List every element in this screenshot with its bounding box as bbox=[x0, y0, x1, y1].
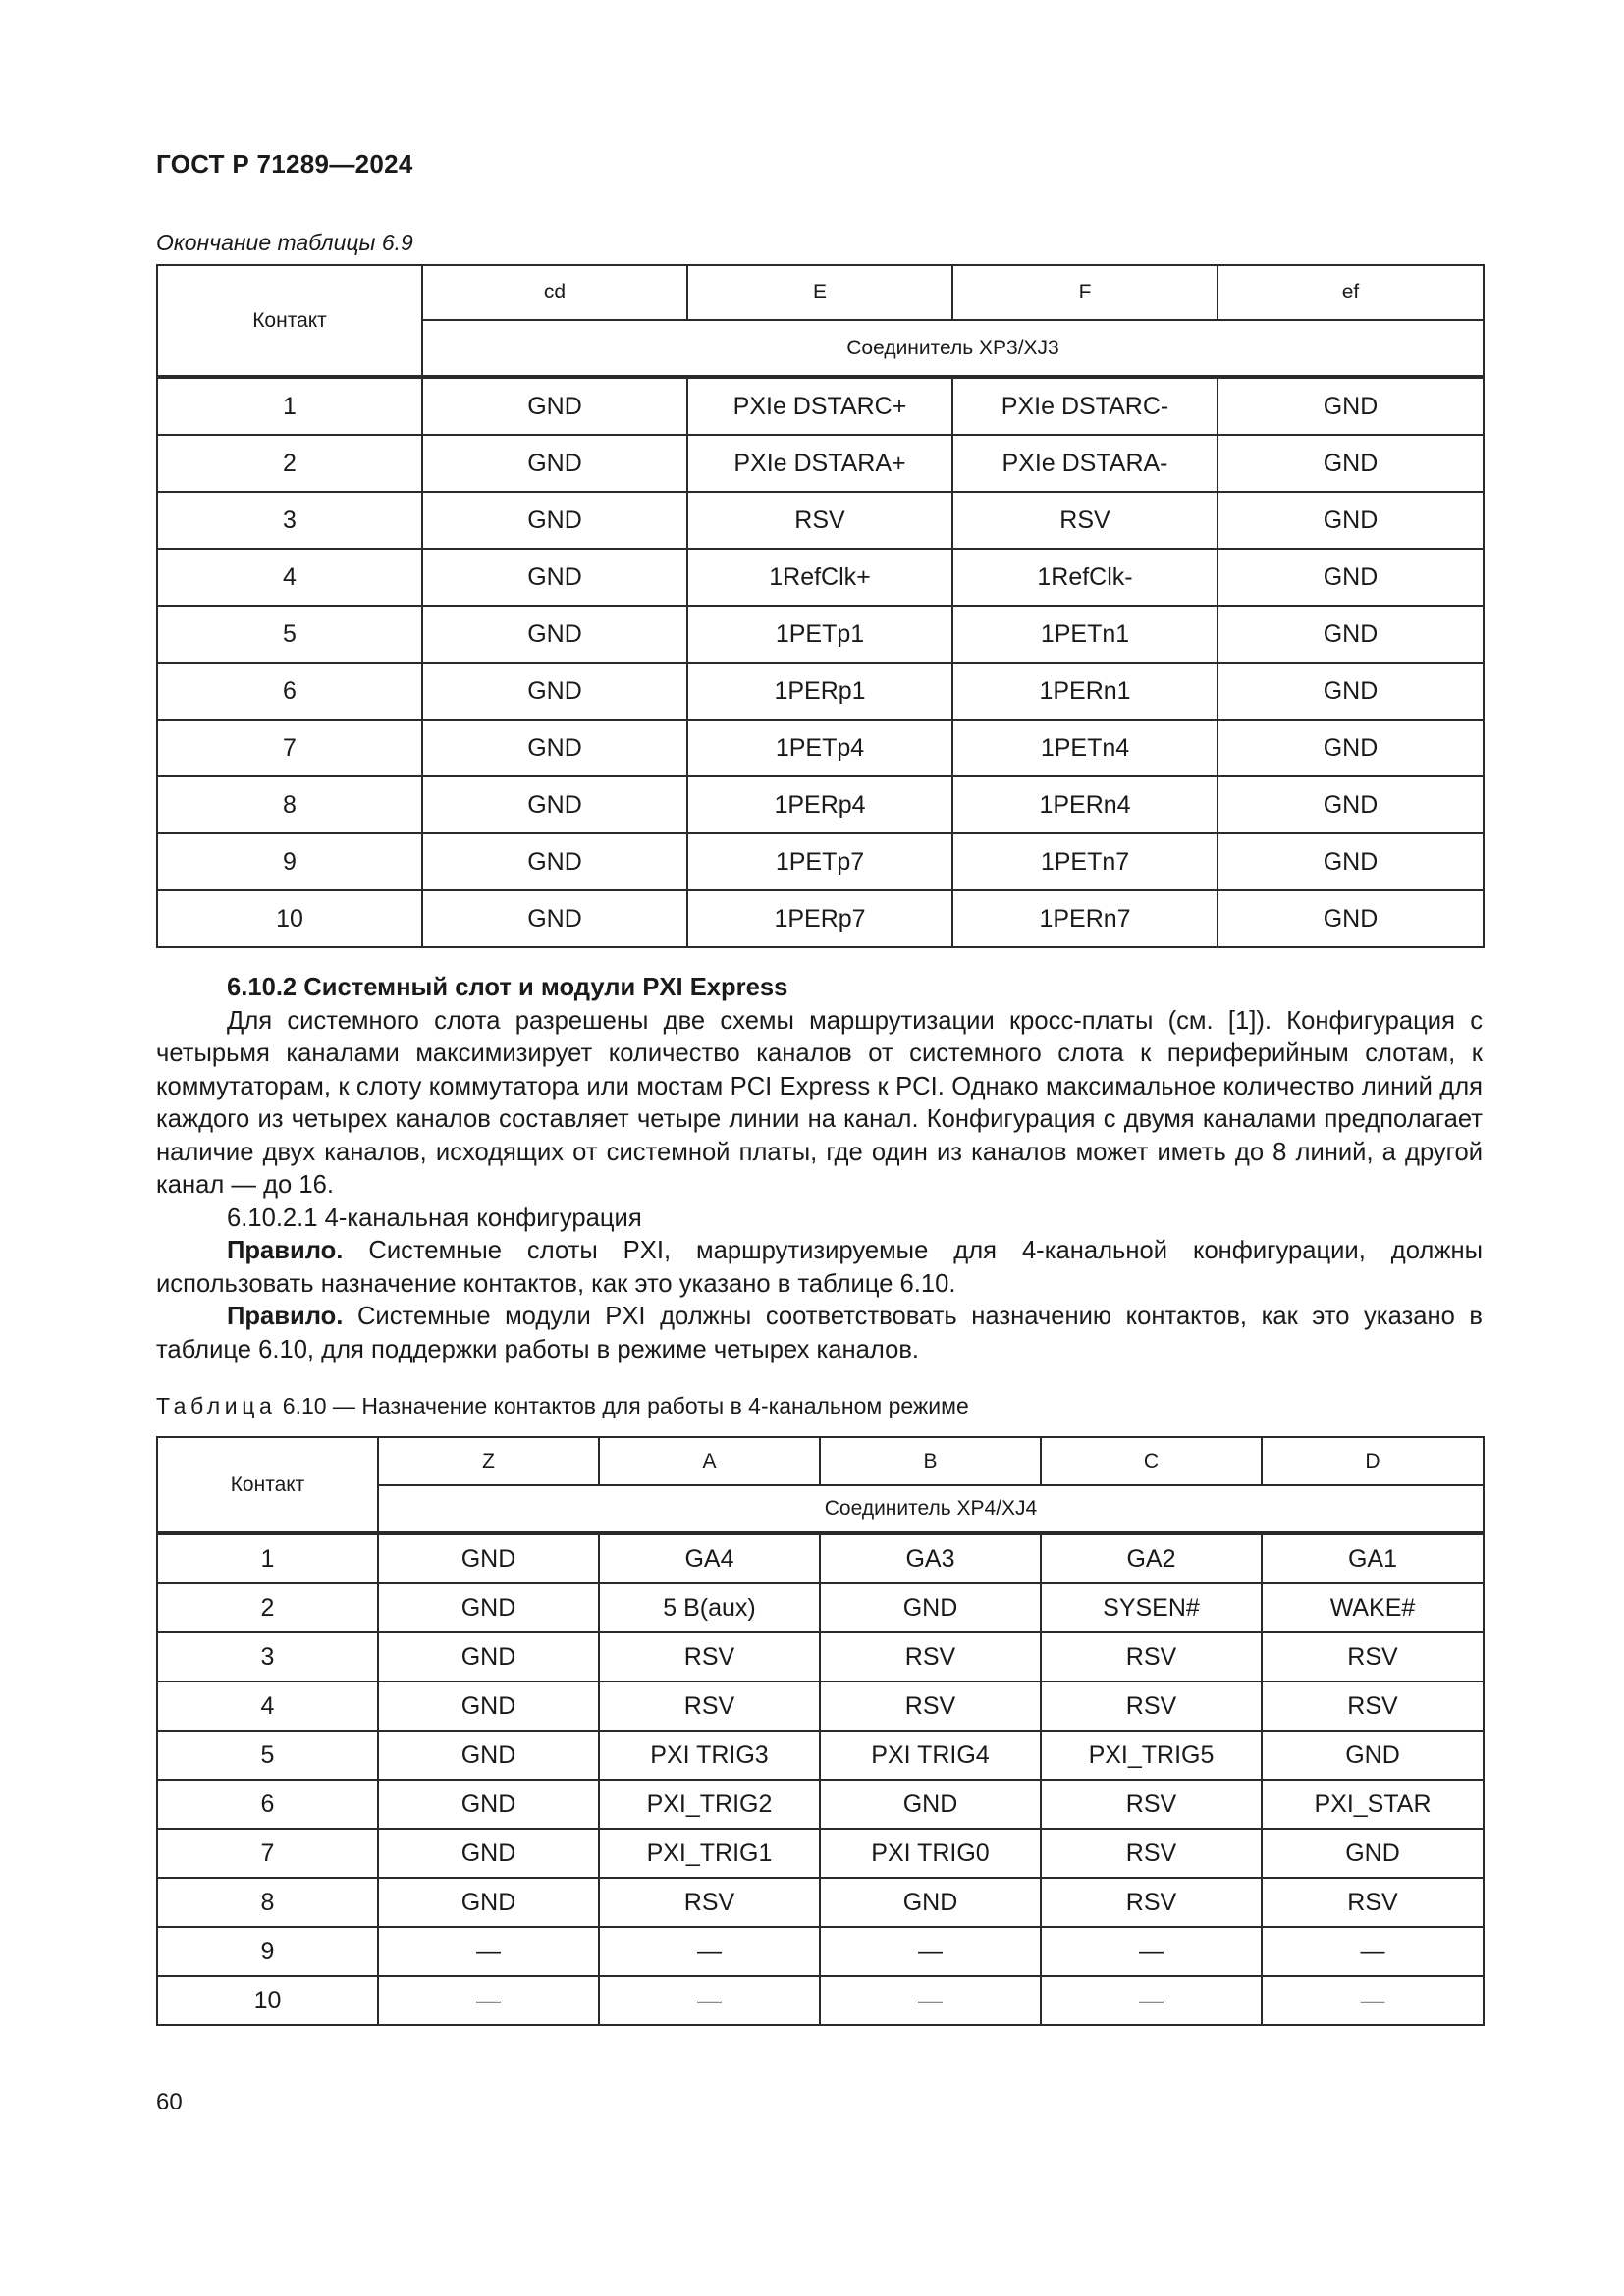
contact-number-cell: 5 bbox=[157, 1731, 378, 1780]
table-cell: PXI_TRIG2 bbox=[599, 1780, 820, 1829]
table-cell: RSV bbox=[1262, 1682, 1484, 1731]
table-cell: — bbox=[378, 1976, 599, 2025]
contact-number-cell: 10 bbox=[157, 890, 422, 947]
table-cell: GND bbox=[1218, 549, 1484, 606]
table-cell: GND bbox=[820, 1780, 1041, 1829]
contact-number-cell: 6 bbox=[157, 1780, 378, 1829]
table-cell: 1PERn1 bbox=[952, 663, 1218, 720]
contact-number-cell: 9 bbox=[157, 833, 422, 890]
table-cell: PXIe DSTARA- bbox=[952, 435, 1218, 492]
table-cell: GND bbox=[422, 435, 687, 492]
table-cell: RSV bbox=[1041, 1829, 1262, 1878]
table-cell: RSV bbox=[599, 1878, 820, 1927]
table-cell: GND bbox=[1218, 776, 1484, 833]
table-cell: PXI TRIG0 bbox=[820, 1829, 1041, 1878]
table-cell: WAKE# bbox=[1262, 1583, 1484, 1632]
connector-header: Соединитель XP4/XJ4 bbox=[378, 1485, 1484, 1533]
table-cell: GND bbox=[1218, 377, 1484, 435]
table-row bbox=[157, 776, 1484, 833]
column-header: ef bbox=[1218, 265, 1484, 320]
table-cell: 1PERp7 bbox=[687, 890, 952, 947]
contact-number-cell: 10 bbox=[157, 1976, 378, 2025]
table-cell: GA1 bbox=[1262, 1533, 1484, 1583]
table-cell: — bbox=[1041, 1976, 1262, 2025]
contact-number-cell: 6 bbox=[157, 663, 422, 720]
table-6-9-body bbox=[157, 377, 1484, 947]
table-cell: GND bbox=[1218, 833, 1484, 890]
table-cell: GND bbox=[422, 833, 687, 890]
contact-number-cell: 1 bbox=[157, 377, 422, 435]
connector-header: Соединитель XP3/XJ3 bbox=[422, 320, 1484, 377]
document-standard-header: ГОСТ Р 71289—2024 bbox=[156, 149, 413, 179]
table-cell: PXI_TRIG5 bbox=[1041, 1731, 1262, 1780]
page-number: 60 bbox=[156, 2089, 183, 2115]
table-cell: PXI_TRIG1 bbox=[599, 1829, 820, 1878]
contact-number-cell: 4 bbox=[157, 549, 422, 606]
table-cell: GND bbox=[1218, 890, 1484, 947]
table-row bbox=[157, 377, 1484, 435]
column-header: E bbox=[687, 265, 952, 320]
table-cell: RSV bbox=[820, 1682, 1041, 1731]
table-cell: GND bbox=[378, 1533, 599, 1583]
rule-text: Системные модули PXI должны соответствовать назначению контактов, как это указано в таблице 6.10, для поддержки работы в режиме четырех каналов. bbox=[156, 1303, 1483, 1363]
table-cell: GND bbox=[422, 492, 687, 549]
rule-paragraph bbox=[156, 1301, 1483, 1366]
table-cell: RSV bbox=[952, 492, 1218, 549]
table-6-10-body bbox=[157, 1533, 1484, 2025]
table-row bbox=[157, 1583, 1484, 1632]
table-6-10 bbox=[156, 1436, 1485, 2026]
table-cell: RSV bbox=[1262, 1878, 1484, 1927]
table-cell: — bbox=[1041, 1927, 1262, 1976]
table-cell: — bbox=[820, 1976, 1041, 2025]
table-cell: — bbox=[820, 1927, 1041, 1976]
table-cell: GND bbox=[378, 1583, 599, 1632]
table-row bbox=[157, 890, 1484, 947]
table-cell: RSV bbox=[1262, 1632, 1484, 1682]
table-6-9-caption: Окончание таблицы 6.9 bbox=[156, 230, 413, 255]
table-cell: GND bbox=[820, 1878, 1041, 1927]
table-6-9 bbox=[156, 264, 1485, 948]
table-cell: GND bbox=[820, 1583, 1041, 1632]
contact-number-cell: 3 bbox=[157, 1632, 378, 1682]
subsection-title: 6.10.2.1 4-канальная конфигурация bbox=[227, 1203, 642, 1232]
column-header: C bbox=[1041, 1437, 1262, 1485]
contact-number-cell: 9 bbox=[157, 1927, 378, 1976]
table-cell: RSV bbox=[1041, 1632, 1262, 1682]
table-cell: GND bbox=[422, 890, 687, 947]
table-cell: GND bbox=[422, 606, 687, 663]
contact-header: Контакт bbox=[157, 265, 422, 377]
table-row bbox=[157, 492, 1484, 549]
contact-number-cell: 7 bbox=[157, 1829, 378, 1878]
table-cell: GND bbox=[378, 1682, 599, 1731]
table-cell: GND bbox=[1218, 492, 1484, 549]
table-6-10-caption bbox=[156, 1393, 969, 1419]
table-cell: GND bbox=[378, 1878, 599, 1927]
table-cell: GND bbox=[422, 776, 687, 833]
table-row bbox=[157, 1780, 1484, 1829]
table-cell: RSV bbox=[599, 1632, 820, 1682]
table-cell: — bbox=[599, 1976, 820, 2025]
contact-number-cell: 5 bbox=[157, 606, 422, 663]
column-header: F bbox=[952, 265, 1218, 320]
table-cell: 1PETp1 bbox=[687, 606, 952, 663]
contact-number-cell: 8 bbox=[157, 776, 422, 833]
table-cell: GND bbox=[1218, 435, 1484, 492]
table-cell: GND bbox=[422, 720, 687, 776]
contact-number-cell: 7 bbox=[157, 720, 422, 776]
table-cell: — bbox=[1262, 1927, 1484, 1976]
section-title: 6.10.2 Системный слот и модули PXI Express bbox=[227, 974, 788, 1001]
table-cell: 5 В(aux) bbox=[599, 1583, 820, 1632]
table-cell: GND bbox=[1218, 663, 1484, 720]
contact-number-cell: 2 bbox=[157, 435, 422, 492]
table-cell: GND bbox=[1218, 606, 1484, 663]
table-cell: SYSEN# bbox=[1041, 1583, 1262, 1632]
table-cell: GA3 bbox=[820, 1533, 1041, 1583]
contact-number-cell: 1 bbox=[157, 1533, 378, 1583]
table-row bbox=[157, 1533, 1484, 1583]
table-row bbox=[157, 435, 1484, 492]
table-cell: GND bbox=[378, 1829, 599, 1878]
table-row bbox=[157, 663, 1484, 720]
column-header: B bbox=[820, 1437, 1041, 1485]
table-cell: GND bbox=[378, 1731, 599, 1780]
table-cell: GA2 bbox=[1041, 1533, 1262, 1583]
column-header: D bbox=[1262, 1437, 1484, 1485]
table-row bbox=[157, 833, 1484, 890]
table-row bbox=[157, 1632, 1484, 1682]
table-cell: GND bbox=[1218, 720, 1484, 776]
table-cell: RSV bbox=[1041, 1878, 1262, 1927]
column-header: A bbox=[599, 1437, 820, 1485]
contact-number-cell: 4 bbox=[157, 1682, 378, 1731]
table-cell: GND bbox=[378, 1780, 599, 1829]
rule-paragraph bbox=[156, 1235, 1483, 1301]
table-row bbox=[157, 1976, 1484, 2025]
table-cell: PXI_STAR bbox=[1262, 1780, 1484, 1829]
table-caption-text: 6.10 — Назначение контактов для работы в 4-канальном режиме bbox=[282, 1393, 969, 1418]
table-row bbox=[157, 1682, 1484, 1731]
table-cell: GND bbox=[1262, 1829, 1484, 1878]
table-cell: — bbox=[378, 1927, 599, 1976]
table-cell: RSV bbox=[1041, 1780, 1262, 1829]
table-row bbox=[157, 1878, 1484, 1927]
table-cell: RSV bbox=[599, 1682, 820, 1731]
column-header: Z bbox=[378, 1437, 599, 1485]
contact-header: Контакт bbox=[157, 1437, 378, 1533]
table-cell: PXI TRIG4 bbox=[820, 1731, 1041, 1780]
table-row bbox=[157, 1829, 1484, 1878]
table-row bbox=[157, 1731, 1484, 1780]
table-cell: 1PERp1 bbox=[687, 663, 952, 720]
table-cell: GND bbox=[422, 663, 687, 720]
table-cell: 1RefClk+ bbox=[687, 549, 952, 606]
contact-number-cell: 8 bbox=[157, 1878, 378, 1927]
contact-number-cell: 3 bbox=[157, 492, 422, 549]
table-row bbox=[157, 549, 1484, 606]
table-row bbox=[157, 1927, 1484, 1976]
rule-label: Правило. bbox=[227, 1303, 344, 1330]
table-cell: 1PERn4 bbox=[952, 776, 1218, 833]
table-row bbox=[157, 606, 1484, 663]
table-cell: PXIe DSTARC- bbox=[952, 377, 1218, 435]
table-cell: RSV bbox=[687, 492, 952, 549]
table-cell: PXIe DSTARC+ bbox=[687, 377, 952, 435]
table-caption-word: Таблица bbox=[156, 1393, 277, 1418]
table-cell: 1PETn7 bbox=[952, 833, 1218, 890]
table-cell: RSV bbox=[1041, 1682, 1262, 1731]
rule-label: Правило. bbox=[227, 1237, 344, 1264]
table-cell: 1PETp7 bbox=[687, 833, 952, 890]
table-cell: 1RefClk- bbox=[952, 549, 1218, 606]
contact-number-cell: 2 bbox=[157, 1583, 378, 1632]
table-cell: PXIe DSTARA+ bbox=[687, 435, 952, 492]
table-cell: — bbox=[599, 1927, 820, 1976]
column-header: cd bbox=[422, 265, 687, 320]
table-cell: GND bbox=[378, 1632, 599, 1682]
table-cell: — bbox=[1262, 1976, 1484, 2025]
table-cell: GA4 bbox=[599, 1533, 820, 1583]
paragraph: Для системного слота разрешены две схемы маршрутизации кросс-платы (см. [1]). Конфигурация с четырьмя каналами максимизирует количество каналов от системного слота к периферийным слотам, к коммутаторам, к слоту коммутатора или мостам PCI Express к PCI. Однако максимальное количество линий для каждого из четырех каналов составляет четыре линии на канал. Конфигурация с двумя каналами предполагает наличие двух каналов, исходящих от системной платы, где один из каналов может иметь до 8 линий, а другой канал — до 16. bbox=[156, 1006, 1483, 1199]
table-cell: 1PERn7 bbox=[952, 890, 1218, 947]
table-cell: 1PETn1 bbox=[952, 606, 1218, 663]
rule-text: Системные слоты PXI, маршрутизируемые для 4-канальной конфигурации, должны использовать назначение контактов, как это указано в таблице 6.10. bbox=[156, 1237, 1483, 1298]
table-cell: GND bbox=[422, 549, 687, 606]
table-cell: 1PETp4 bbox=[687, 720, 952, 776]
table-row bbox=[157, 720, 1484, 776]
table-cell: GND bbox=[1262, 1731, 1484, 1780]
table-cell: 1PETn4 bbox=[952, 720, 1218, 776]
section-text bbox=[156, 972, 1483, 1366]
table-cell: GND bbox=[422, 377, 687, 435]
table-cell: RSV bbox=[820, 1632, 1041, 1682]
table-cell: 1PERp4 bbox=[687, 776, 952, 833]
table-cell: PXI TRIG3 bbox=[599, 1731, 820, 1780]
